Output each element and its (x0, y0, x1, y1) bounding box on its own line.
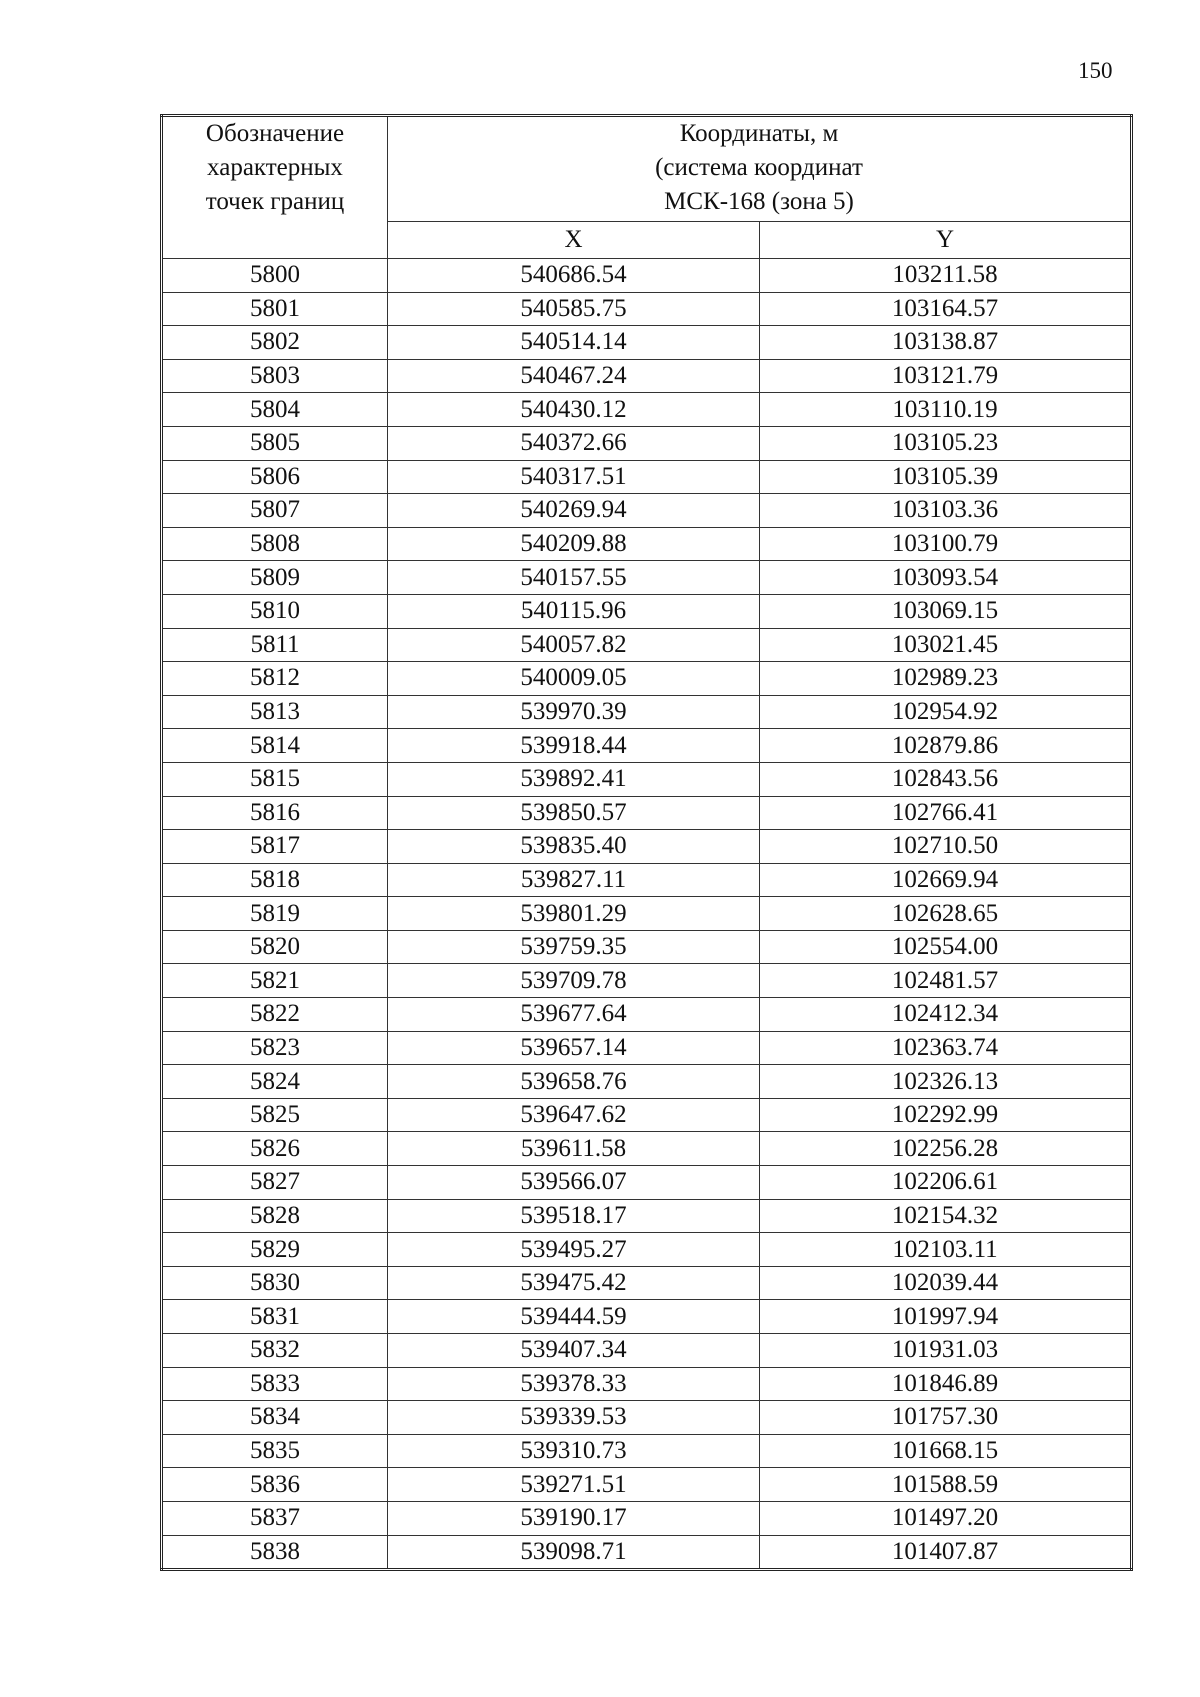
x-coordinate-cell: 539918.44 (388, 729, 760, 763)
table-body (162, 259, 1132, 1570)
x-coordinate-cell: 539566.07 (388, 1166, 760, 1200)
x-coordinate-cell: 539378.33 (388, 1367, 760, 1401)
table-row (162, 1031, 1132, 1065)
x-coordinate-cell: 539677.64 (388, 998, 760, 1032)
point-id-cell: 5806 (162, 460, 388, 494)
x-column-header: X (388, 222, 760, 259)
x-coordinate-cell: 539495.27 (388, 1233, 760, 1267)
y-coordinate-cell: 103069.15 (760, 594, 1132, 628)
y-coordinate-cell: 102766.41 (760, 796, 1132, 830)
point-id-cell: 5827 (162, 1166, 388, 1200)
point-id-cell: 5813 (162, 695, 388, 729)
x-coordinate-cell: 539475.42 (388, 1266, 760, 1300)
y-coordinate-cell: 102879.86 (760, 729, 1132, 763)
x-coordinate-cell: 539611.58 (388, 1132, 760, 1166)
table-row (162, 494, 1132, 528)
x-coordinate-cell: 540686.54 (388, 259, 760, 293)
table-row (162, 326, 1132, 360)
y-coordinate-cell: 102954.92 (760, 695, 1132, 729)
point-id-cell: 5805 (162, 426, 388, 460)
x-coordinate-cell: 539310.73 (388, 1434, 760, 1468)
x-coordinate-cell: 540467.24 (388, 359, 760, 393)
table-row (162, 695, 1132, 729)
point-id-cell: 5829 (162, 1233, 388, 1267)
y-coordinate-cell: 101846.89 (760, 1367, 1132, 1401)
y-coordinate-cell: 102710.50 (760, 830, 1132, 864)
point-id-cell: 5825 (162, 1098, 388, 1132)
point-id-cell: 5803 (162, 359, 388, 393)
y-coordinate-cell: 103164.57 (760, 292, 1132, 326)
table-row (162, 527, 1132, 561)
table-row (162, 1468, 1132, 1502)
y-coordinate-cell: 103105.39 (760, 460, 1132, 494)
y-coordinate-cell: 103100.79 (760, 527, 1132, 561)
y-coordinate-cell: 101668.15 (760, 1434, 1132, 1468)
y-coordinate-cell: 101497.20 (760, 1501, 1132, 1535)
y-coordinate-cell: 102412.34 (760, 998, 1132, 1032)
y-coordinate-cell: 101757.30 (760, 1401, 1132, 1435)
x-coordinate-cell: 539850.57 (388, 796, 760, 830)
point-id-cell: 5814 (162, 729, 388, 763)
point-id-cell: 5818 (162, 863, 388, 897)
point-id-cell: 5834 (162, 1401, 388, 1435)
y-coordinate-cell: 102669.94 (760, 863, 1132, 897)
table-row (162, 998, 1132, 1032)
table-row (162, 259, 1132, 293)
table-row (162, 662, 1132, 696)
x-coordinate-cell: 539658.76 (388, 1065, 760, 1099)
table-row (162, 830, 1132, 864)
table-row (162, 762, 1132, 796)
header-coords-line: МСК-168 (зона 5) (664, 188, 854, 215)
y-coordinate-cell: 101407.87 (760, 1535, 1132, 1570)
table-row (162, 1166, 1132, 1200)
point-id-cell: 5800 (162, 259, 388, 293)
header-label-line: Обозначение (205, 120, 345, 147)
x-coordinate-cell: 539339.53 (388, 1401, 760, 1435)
x-coordinate-cell: 539444.59 (388, 1300, 760, 1334)
y-coordinate-cell: 103093.54 (760, 561, 1132, 595)
y-coordinate-cell: 102326.13 (760, 1065, 1132, 1099)
boundary-points-header (162, 116, 388, 259)
point-id-cell: 5811 (162, 628, 388, 662)
x-coordinate-cell: 539801.29 (388, 897, 760, 931)
x-coordinate-cell: 540057.82 (388, 628, 760, 662)
y-coordinate-cell: 103138.87 (760, 326, 1132, 360)
y-coordinate-cell: 102206.61 (760, 1166, 1132, 1200)
y-coordinate-cell: 102989.23 (760, 662, 1132, 696)
y-coordinate-cell: 102628.65 (760, 897, 1132, 931)
table-row (162, 594, 1132, 628)
x-coordinate-cell: 539190.17 (388, 1501, 760, 1535)
point-id-cell: 5810 (162, 594, 388, 628)
point-id-cell: 5830 (162, 1266, 388, 1300)
table-row (162, 1266, 1132, 1300)
point-id-cell: 5832 (162, 1334, 388, 1368)
point-id-cell: 5836 (162, 1468, 388, 1502)
point-id-cell: 5817 (162, 830, 388, 864)
x-coordinate-cell: 540430.12 (388, 393, 760, 427)
y-coordinate-cell: 102481.57 (760, 964, 1132, 998)
point-id-cell: 5838 (162, 1535, 388, 1570)
table-row (162, 1535, 1132, 1570)
y-coordinate-cell: 102363.74 (760, 1031, 1132, 1065)
table-row (162, 1401, 1132, 1435)
table-row (162, 460, 1132, 494)
x-coordinate-cell: 540157.55 (388, 561, 760, 595)
point-id-cell: 5804 (162, 393, 388, 427)
table-row (162, 393, 1132, 427)
point-id-cell: 5835 (162, 1434, 388, 1468)
x-coordinate-cell: 540514.14 (388, 326, 760, 360)
x-coordinate-cell: 539970.39 (388, 695, 760, 729)
y-coordinate-cell: 101997.94 (760, 1300, 1132, 1334)
table-row (162, 1098, 1132, 1132)
table-row (162, 1434, 1132, 1468)
point-id-cell: 5819 (162, 897, 388, 931)
table-row (162, 1367, 1132, 1401)
x-coordinate-cell: 539827.11 (388, 863, 760, 897)
x-coordinate-cell: 539098.71 (388, 1535, 760, 1570)
table-row (162, 729, 1132, 763)
x-coordinate-cell: 540009.05 (388, 662, 760, 696)
header-coords-line: Координаты, м (679, 120, 839, 147)
y-column-header: Y (760, 222, 1132, 259)
x-coordinate-cell: 539892.41 (388, 762, 760, 796)
table-row (162, 964, 1132, 998)
point-id-cell: 5816 (162, 796, 388, 830)
y-coordinate-cell: 101588.59 (760, 1468, 1132, 1502)
y-coordinate-cell: 103105.23 (760, 426, 1132, 460)
x-coordinate-cell: 540372.66 (388, 426, 760, 460)
x-coordinate-cell: 540269.94 (388, 494, 760, 528)
point-id-cell: 5826 (162, 1132, 388, 1166)
x-coordinate-cell: 540317.51 (388, 460, 760, 494)
point-id-cell: 5807 (162, 494, 388, 528)
y-coordinate-cell: 102256.28 (760, 1132, 1132, 1166)
point-id-cell: 5808 (162, 527, 388, 561)
table-row (162, 1065, 1132, 1099)
table-row (162, 561, 1132, 595)
table-row (162, 930, 1132, 964)
point-id-cell: 5812 (162, 662, 388, 696)
table-row (162, 796, 1132, 830)
point-id-cell: 5820 (162, 930, 388, 964)
table-row (162, 1199, 1132, 1233)
x-coordinate-cell: 539709.78 (388, 964, 760, 998)
point-id-cell: 5828 (162, 1199, 388, 1233)
table-row (162, 863, 1132, 897)
table-row (162, 1334, 1132, 1368)
point-id-cell: 5833 (162, 1367, 388, 1401)
table-row (162, 1233, 1132, 1267)
table-row (162, 1300, 1132, 1334)
table-row (162, 426, 1132, 460)
x-coordinate-cell: 539835.40 (388, 830, 760, 864)
y-coordinate-cell: 102554.00 (760, 930, 1132, 964)
page-number: 150 (1078, 58, 1113, 83)
x-coordinate-cell: 539407.34 (388, 1334, 760, 1368)
table-row (162, 628, 1132, 662)
header-coords-line: (система координат (655, 154, 863, 181)
header-label-line: точек границ (205, 188, 345, 215)
header-label-line: характерных (207, 154, 343, 181)
y-coordinate-cell: 102103.11 (760, 1233, 1132, 1267)
point-id-cell: 5837 (162, 1501, 388, 1535)
point-id-cell: 5831 (162, 1300, 388, 1334)
x-coordinate-cell: 539647.62 (388, 1098, 760, 1132)
table-row (162, 1132, 1132, 1166)
y-coordinate-cell: 102039.44 (760, 1266, 1132, 1300)
y-coordinate-cell: 101931.03 (760, 1334, 1132, 1368)
table-row (162, 1501, 1132, 1535)
y-coordinate-cell: 103211.58 (760, 259, 1132, 293)
x-coordinate-cell: 540209.88 (388, 527, 760, 561)
table-row (162, 292, 1132, 326)
point-id-cell: 5802 (162, 326, 388, 360)
point-id-cell: 5822 (162, 998, 388, 1032)
point-id-cell: 5821 (162, 964, 388, 998)
y-coordinate-cell: 103121.79 (760, 359, 1132, 393)
header-row (162, 116, 1132, 222)
point-id-cell: 5809 (162, 561, 388, 595)
y-coordinate-cell: 102292.99 (760, 1098, 1132, 1132)
y-coordinate-cell: 102843.56 (760, 762, 1132, 796)
table-header (162, 116, 1132, 259)
point-id-cell: 5815 (162, 762, 388, 796)
x-coordinate-cell: 539518.17 (388, 1199, 760, 1233)
x-coordinate-cell: 539271.51 (388, 1468, 760, 1502)
coordinates-table (160, 114, 1133, 1571)
table-row (162, 897, 1132, 931)
x-coordinate-cell: 540585.75 (388, 292, 760, 326)
point-id-cell: 5824 (162, 1065, 388, 1099)
point-id-cell: 5801 (162, 292, 388, 326)
x-coordinate-cell: 540115.96 (388, 594, 760, 628)
y-coordinate-cell: 103103.36 (760, 494, 1132, 528)
x-coordinate-cell: 539759.35 (388, 930, 760, 964)
point-id-cell: 5823 (162, 1031, 388, 1065)
table-row (162, 359, 1132, 393)
x-coordinate-cell: 539657.14 (388, 1031, 760, 1065)
y-coordinate-cell: 102154.32 (760, 1199, 1132, 1233)
coordinates-header (388, 116, 1132, 222)
y-coordinate-cell: 103110.19 (760, 393, 1132, 427)
y-coordinate-cell: 103021.45 (760, 628, 1132, 662)
